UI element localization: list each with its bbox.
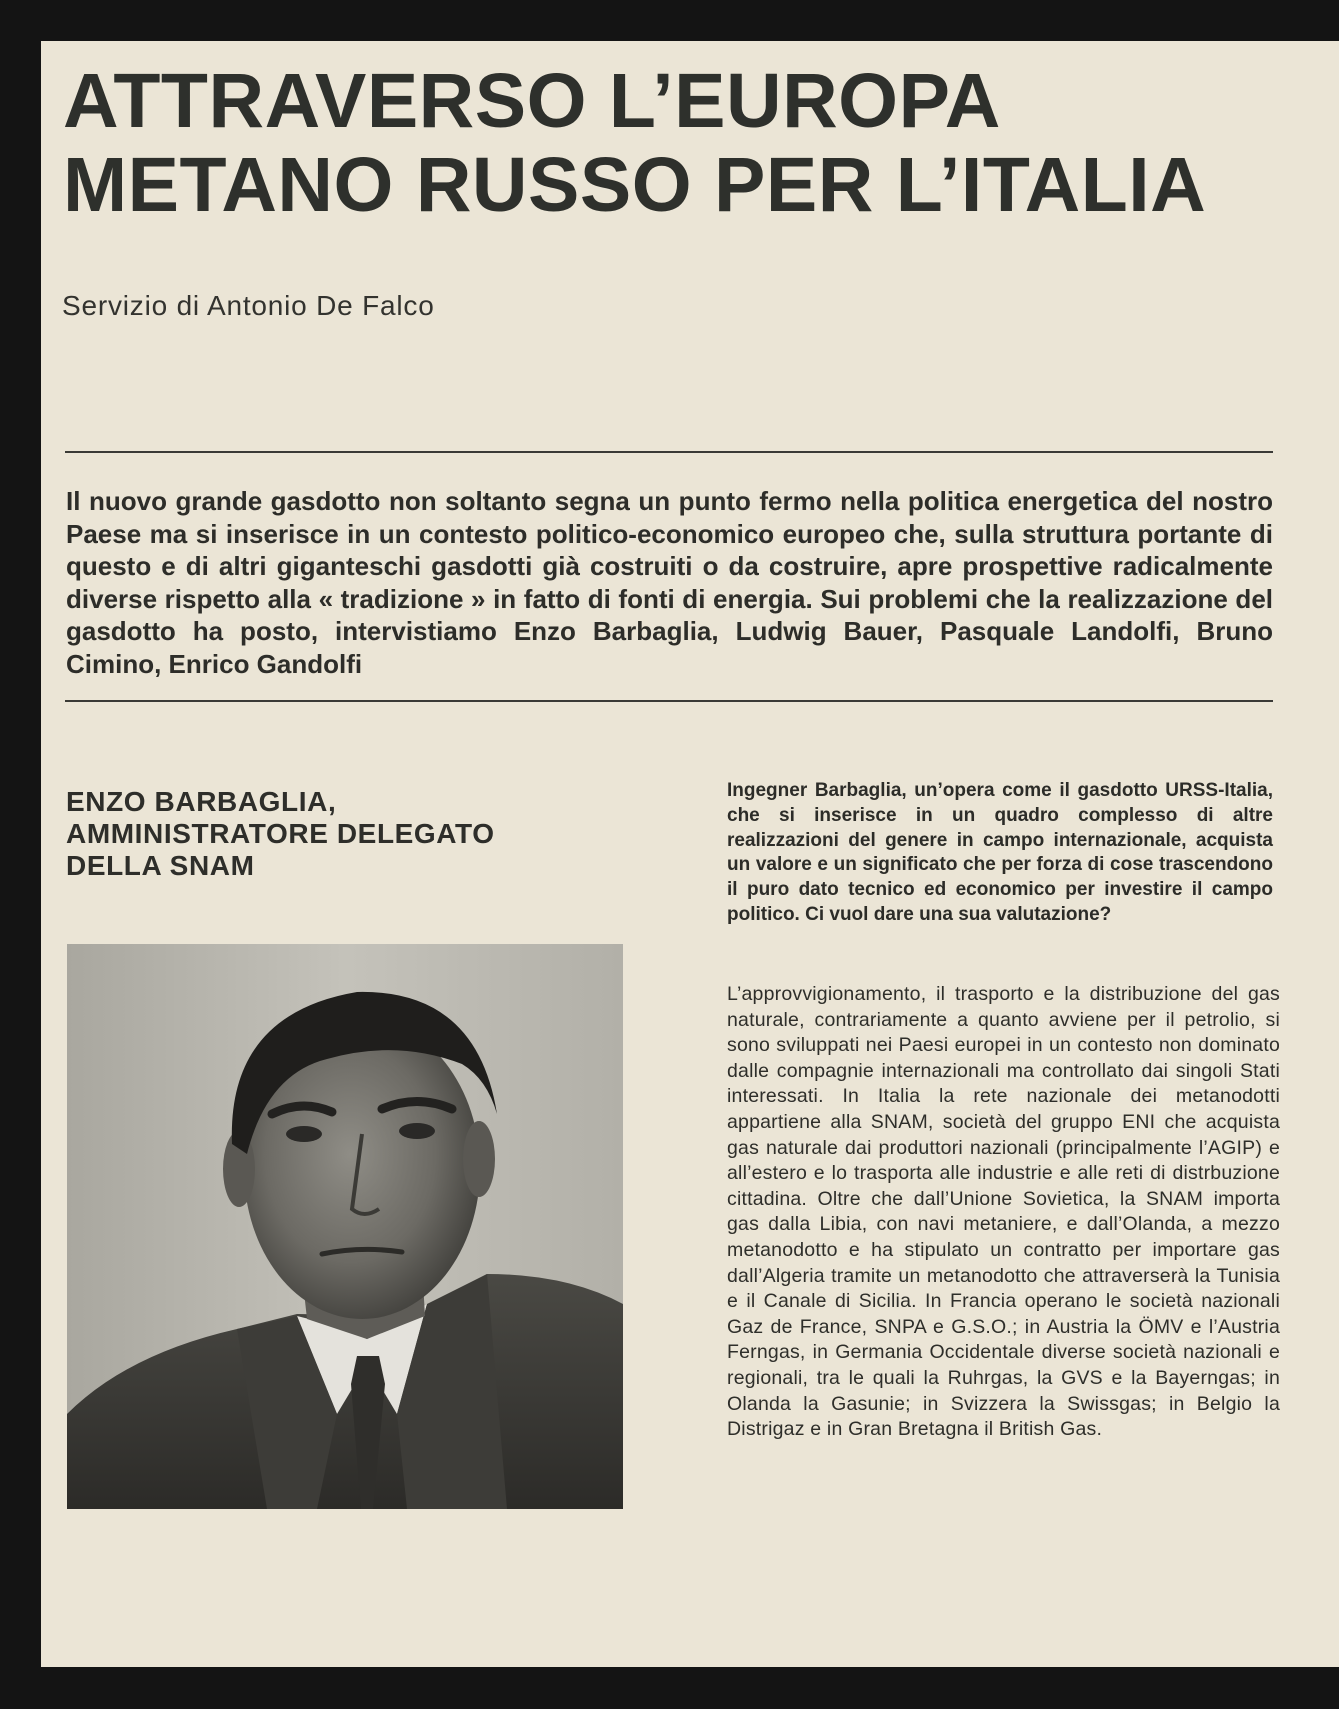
intro-paragraph: Il nuovo grande gasdotto non soltanto segna un punto fermo nella politica energetica del nostro Paese ma si inserisce in un contesto politico-economico europeo che, sulla struttura portante di questo e di altri giganteschi gasdotti già costruiti o da costruire, apre prospettive radicalmente diverse rispetto alla « tradizione » in fatto di fonti di energia. Sui problemi che la realizzazione del gasdotto ha posto, intervistiamo Enzo Barbaglia, Ludwig Bauer, Pasquale Landolfi, Bruno Cimino, Enrico Gandolfi	[66, 486, 1273, 679]
magazine-page	[41, 41, 1339, 1667]
headline-line-2: METANO RUSSO PER L’ITALIA	[63, 142, 1207, 228]
headline-line-1: ATTRAVERSO L’EUROPA	[63, 58, 1001, 144]
interviewee-name: ENZO BARBAGLIA,	[66, 786, 337, 817]
divider-top	[65, 451, 1273, 453]
headline	[63, 59, 1206, 227]
interview-answer: L’approvvigionamento, il trasporto e la distribuzione del gas naturale, contrariamente a quanto avviene per il petrolio, si sono sviluppati nei Paesi europei in un contesto non dominato dalle compagnie internazionali ma controllato dai singoli Stati interessati. In Italia la rete nazionale dei metanodotti appartiene alla SNAM, società del gruppo ENI che acquista gas naturale dai produttori nazionali (principalmente l’AGIP) e all’estero e lo trasporta alle industrie e alle reti di distrbuzione cittadina. Oltre che dall’Unione Sovietica, la SNAM importa gas dalla Libia, con navi metaniere, e dall’Olanda, a mezzo metanodotto e ha stipulato un contratto per importare gas dall’Algeria tramite un metanodotto che attraverserà la Tunisia e il Canale di Sicilia. In Francia operano le società nazionali Gaz de France, SNPA e G.S.O.; in Austria la ÖMV e l’Austria Ferngas, in Germania Occidentale diverse società nazionali e regionali, tra le quali la Ruhrgas, la GVS e la Bayerngas; in Olanda la Gasunie; in Svizzera la Swissgas; in Belgio la Distrigaz e in Gran Bretagna il British Gas.	[727, 983, 1280, 1441]
portrait-photo	[67, 944, 623, 1509]
divider-bottom	[65, 700, 1273, 702]
interview-question: Ingegner Barbaglia, un’opera come il gasdotto URSS-Italia, che si inserisce in un quadro complesso di altre realizzazioni del genere in campo internazionale, acquista un valore e un significato che per forza di cose trascendono il puro dato tecnico ed economico per investire il campo politico. Ci vuol dare una sua valutazione?	[727, 780, 1273, 925]
interviewee-role: AMMINISTRATORE DELEGATO	[66, 818, 495, 849]
interviewee-heading	[66, 786, 495, 882]
interviewee-company: DELLA SNAM	[66, 850, 255, 881]
byline: Servizio di Antonio De Falco	[62, 290, 435, 321]
